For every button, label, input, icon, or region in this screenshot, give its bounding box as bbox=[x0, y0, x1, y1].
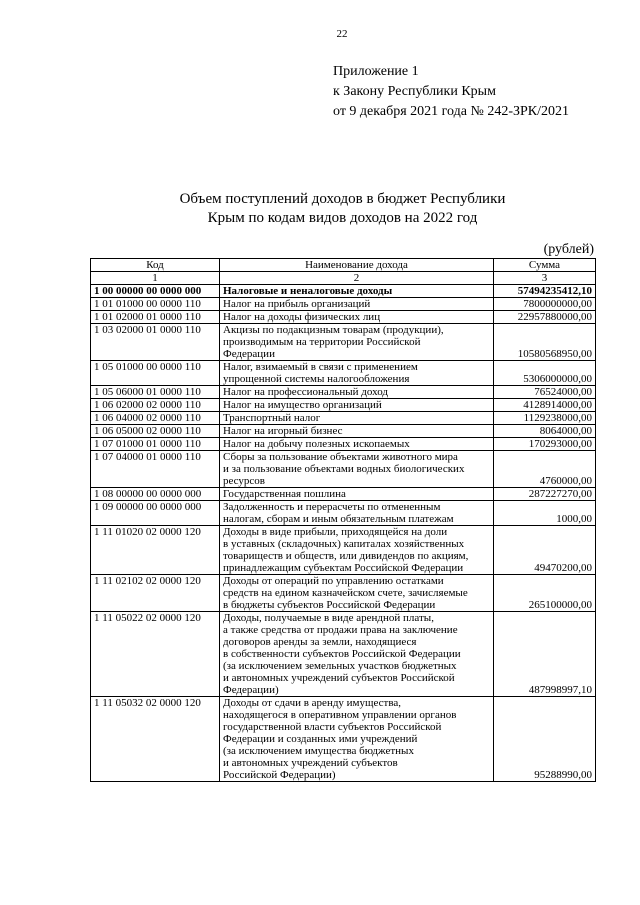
row-sum: 95288990,00 bbox=[494, 697, 596, 782]
row-name bbox=[220, 697, 494, 782]
row-code: 1 06 05000 02 0000 110 bbox=[91, 425, 220, 438]
row-name bbox=[220, 526, 494, 575]
row-sum: 10580568950,00 bbox=[494, 324, 596, 361]
row-name bbox=[220, 488, 494, 501]
row-code: 1 07 04000 01 0000 110 bbox=[91, 451, 220, 488]
row-name-line: и автономных учреждений субъектов bbox=[223, 757, 398, 769]
table-row bbox=[91, 697, 596, 782]
row-name bbox=[220, 386, 494, 399]
table-header-row bbox=[91, 259, 596, 272]
row-name bbox=[220, 438, 494, 451]
row-sum: 7800000000,00 bbox=[494, 298, 596, 311]
revenue-table-body bbox=[91, 285, 596, 782]
row-name-line: в собственности субъектов Российской Федерации bbox=[223, 648, 461, 660]
row-code: 1 05 01000 00 0000 110 bbox=[91, 361, 220, 386]
table-row bbox=[91, 488, 596, 501]
table-row bbox=[91, 298, 596, 311]
row-name-line: (за исключением имущества бюджетных bbox=[223, 745, 414, 757]
row-name bbox=[220, 612, 494, 697]
row-code: 1 01 01000 00 0000 110 bbox=[91, 298, 220, 311]
row-name-line: Доходы от операций по управлению остатками bbox=[223, 575, 444, 587]
row-sum: 4760000,00 bbox=[494, 451, 596, 488]
row-name-line: Налоговые и неналоговые доходы bbox=[223, 285, 393, 297]
page-number: 22 bbox=[336, 28, 348, 40]
row-sum: 170293000,00 bbox=[494, 438, 596, 451]
revenue-table bbox=[90, 258, 596, 782]
column-number: 2 bbox=[220, 272, 494, 285]
row-name bbox=[220, 298, 494, 311]
row-name-line: Доходы от сдачи в аренду имущества, bbox=[223, 697, 402, 709]
row-name-line: упрощенной системы налогообложения bbox=[223, 373, 410, 385]
row-name bbox=[220, 575, 494, 612]
table-row bbox=[91, 526, 596, 575]
row-code: 1 11 05032 02 0000 120 bbox=[91, 697, 220, 782]
row-name bbox=[220, 285, 494, 298]
row-sum: 265100000,00 bbox=[494, 575, 596, 612]
row-name-line: принадлежащим субъектам Российской Федерации bbox=[223, 562, 464, 574]
table-row bbox=[91, 425, 596, 438]
row-code: 1 05 06000 01 0000 110 bbox=[91, 386, 220, 399]
row-code: 1 03 02000 01 0000 110 bbox=[91, 324, 220, 361]
row-code: 1 08 00000 00 0000 000 bbox=[91, 488, 220, 501]
row-name-line: (за исключением земельных участков бюджетных bbox=[223, 660, 457, 672]
table-row bbox=[91, 361, 596, 386]
row-name-line: и автономных учреждений субъектов Российской bbox=[223, 672, 455, 684]
row-sum: 76524000,00 bbox=[494, 386, 596, 399]
row-name-line: Федерации) bbox=[223, 684, 279, 696]
document-title bbox=[90, 190, 595, 228]
row-name bbox=[220, 425, 494, 438]
appendix-line: Приложение 1 bbox=[333, 64, 419, 79]
row-name-line: Сборы за пользование объектами животного мира bbox=[223, 451, 458, 463]
row-name-line: в уставных (складочных) капиталах хозяйственных bbox=[223, 538, 465, 550]
table-row bbox=[91, 412, 596, 425]
row-name-line: товариществ и обществ, или дивидендов по акциям, bbox=[223, 550, 469, 562]
row-name-line: и за пользование объектами водных биологических bbox=[223, 463, 465, 475]
row-name-line: Налог на имущество организаций bbox=[223, 399, 382, 411]
row-name bbox=[220, 501, 494, 526]
row-sum: 287227270,00 bbox=[494, 488, 596, 501]
row-code: 1 06 04000 02 0000 110 bbox=[91, 412, 220, 425]
row-name-line: ресурсов bbox=[223, 475, 265, 487]
row-name-line: государственной власти субъектов Российской bbox=[223, 721, 442, 733]
row-name bbox=[220, 451, 494, 488]
row-sum: 57494235412,10 bbox=[494, 285, 596, 298]
row-code: 1 11 02102 02 0000 120 bbox=[91, 575, 220, 612]
row-name-line: Налог на прибыль организаций bbox=[223, 298, 371, 310]
row-name-line: договоров аренды за земли, находящиеся bbox=[223, 636, 417, 648]
row-name-line: Транспортный налог bbox=[223, 412, 321, 424]
row-code: 1 07 01000 01 0000 110 bbox=[91, 438, 220, 451]
row-name-line: средств на едином казначейском счете, зачисляемые bbox=[223, 587, 468, 599]
table-row bbox=[91, 285, 596, 298]
row-code: 1 11 05022 02 0000 120 bbox=[91, 612, 220, 697]
row-name-line: Доходы, получаемые в виде арендной платы, bbox=[223, 612, 434, 624]
row-code: 1 00 00000 00 0000 000 bbox=[91, 285, 220, 298]
row-name-line: налогам, сборам и иным обязательным платежам bbox=[223, 513, 454, 525]
row-name-line: Доходы в виде прибыли, приходящейся на доли bbox=[223, 526, 448, 538]
row-name-line: Российской Федерации) bbox=[223, 769, 336, 781]
row-name-line: находящегося в оперативном управлении органов bbox=[223, 709, 457, 721]
row-name-line: Налог на добычу полезных ископаемых bbox=[223, 438, 410, 450]
row-name bbox=[220, 324, 494, 361]
appendix-header bbox=[333, 62, 569, 122]
row-name-line: Налог на доходы физических лиц bbox=[223, 311, 381, 323]
row-name-line: Федерации bbox=[223, 348, 275, 360]
row-name bbox=[220, 412, 494, 425]
row-code: 1 09 00000 00 0000 000 bbox=[91, 501, 220, 526]
row-name-line: Акцизы по подакцизным товарам (продукции), bbox=[223, 324, 444, 336]
column-number: 3 bbox=[494, 272, 596, 285]
table-row bbox=[91, 324, 596, 361]
row-sum: 1129238000,00 bbox=[494, 412, 596, 425]
table-row bbox=[91, 311, 596, 324]
row-name bbox=[220, 311, 494, 324]
table-row bbox=[91, 386, 596, 399]
row-sum: 487998997,10 bbox=[494, 612, 596, 697]
column-header-sum: Сумма bbox=[494, 259, 596, 272]
row-name-line: Государственная пошлина bbox=[223, 488, 346, 500]
table-row bbox=[91, 612, 596, 697]
row-name-line: Задолженность и перерасчеты по отмененным bbox=[223, 501, 441, 513]
row-name-line: Федерации и созданных ими учреждений bbox=[223, 733, 418, 745]
column-header-name: Наименование дохода bbox=[220, 259, 494, 272]
appendix-line: к Закону Республики Крым bbox=[333, 84, 496, 99]
row-name-line: а также средства от продажи права на заключение bbox=[223, 624, 458, 636]
table-row bbox=[91, 575, 596, 612]
title-line: Крым по кодам видов доходов на 2022 год bbox=[207, 210, 478, 226]
row-name-line: производимым на территории Российской bbox=[223, 336, 421, 348]
column-header-code: Код bbox=[91, 259, 220, 272]
row-name bbox=[220, 361, 494, 386]
row-code: 1 11 01020 02 0000 120 bbox=[91, 526, 220, 575]
appendix-line: от 9 декабря 2021 года № 242-ЗРК/2021 bbox=[333, 104, 570, 119]
row-sum: 5306000000,00 bbox=[494, 361, 596, 386]
table-row bbox=[91, 399, 596, 412]
row-name-line: Налог на игорный бизнес bbox=[223, 425, 343, 437]
row-code: 1 01 02000 01 0000 110 bbox=[91, 311, 220, 324]
row-sum: 4128914000,00 bbox=[494, 399, 596, 412]
row-sum: 8064000,00 bbox=[494, 425, 596, 438]
row-name-line: Налог на профессиональный доход bbox=[223, 386, 388, 398]
column-number: 1 bbox=[91, 272, 220, 285]
row-sum: 22957880000,00 bbox=[494, 311, 596, 324]
table-row bbox=[91, 501, 596, 526]
row-code: 1 06 02000 02 0000 110 bbox=[91, 399, 220, 412]
title-line: Объем поступлений доходов в бюджет Республики bbox=[179, 191, 506, 207]
table-row bbox=[91, 451, 596, 488]
row-name-line: в бюджеты субъектов Российской Федерации bbox=[223, 599, 436, 611]
row-name bbox=[220, 399, 494, 412]
row-name-line: Налог, взимаемый в связи с применением bbox=[223, 361, 418, 373]
table-row bbox=[91, 438, 596, 451]
row-sum: 49470200,00 bbox=[494, 526, 596, 575]
units-label: (рублей) bbox=[543, 242, 594, 257]
row-sum: 1000,00 bbox=[494, 501, 596, 526]
column-number-row bbox=[91, 272, 596, 285]
